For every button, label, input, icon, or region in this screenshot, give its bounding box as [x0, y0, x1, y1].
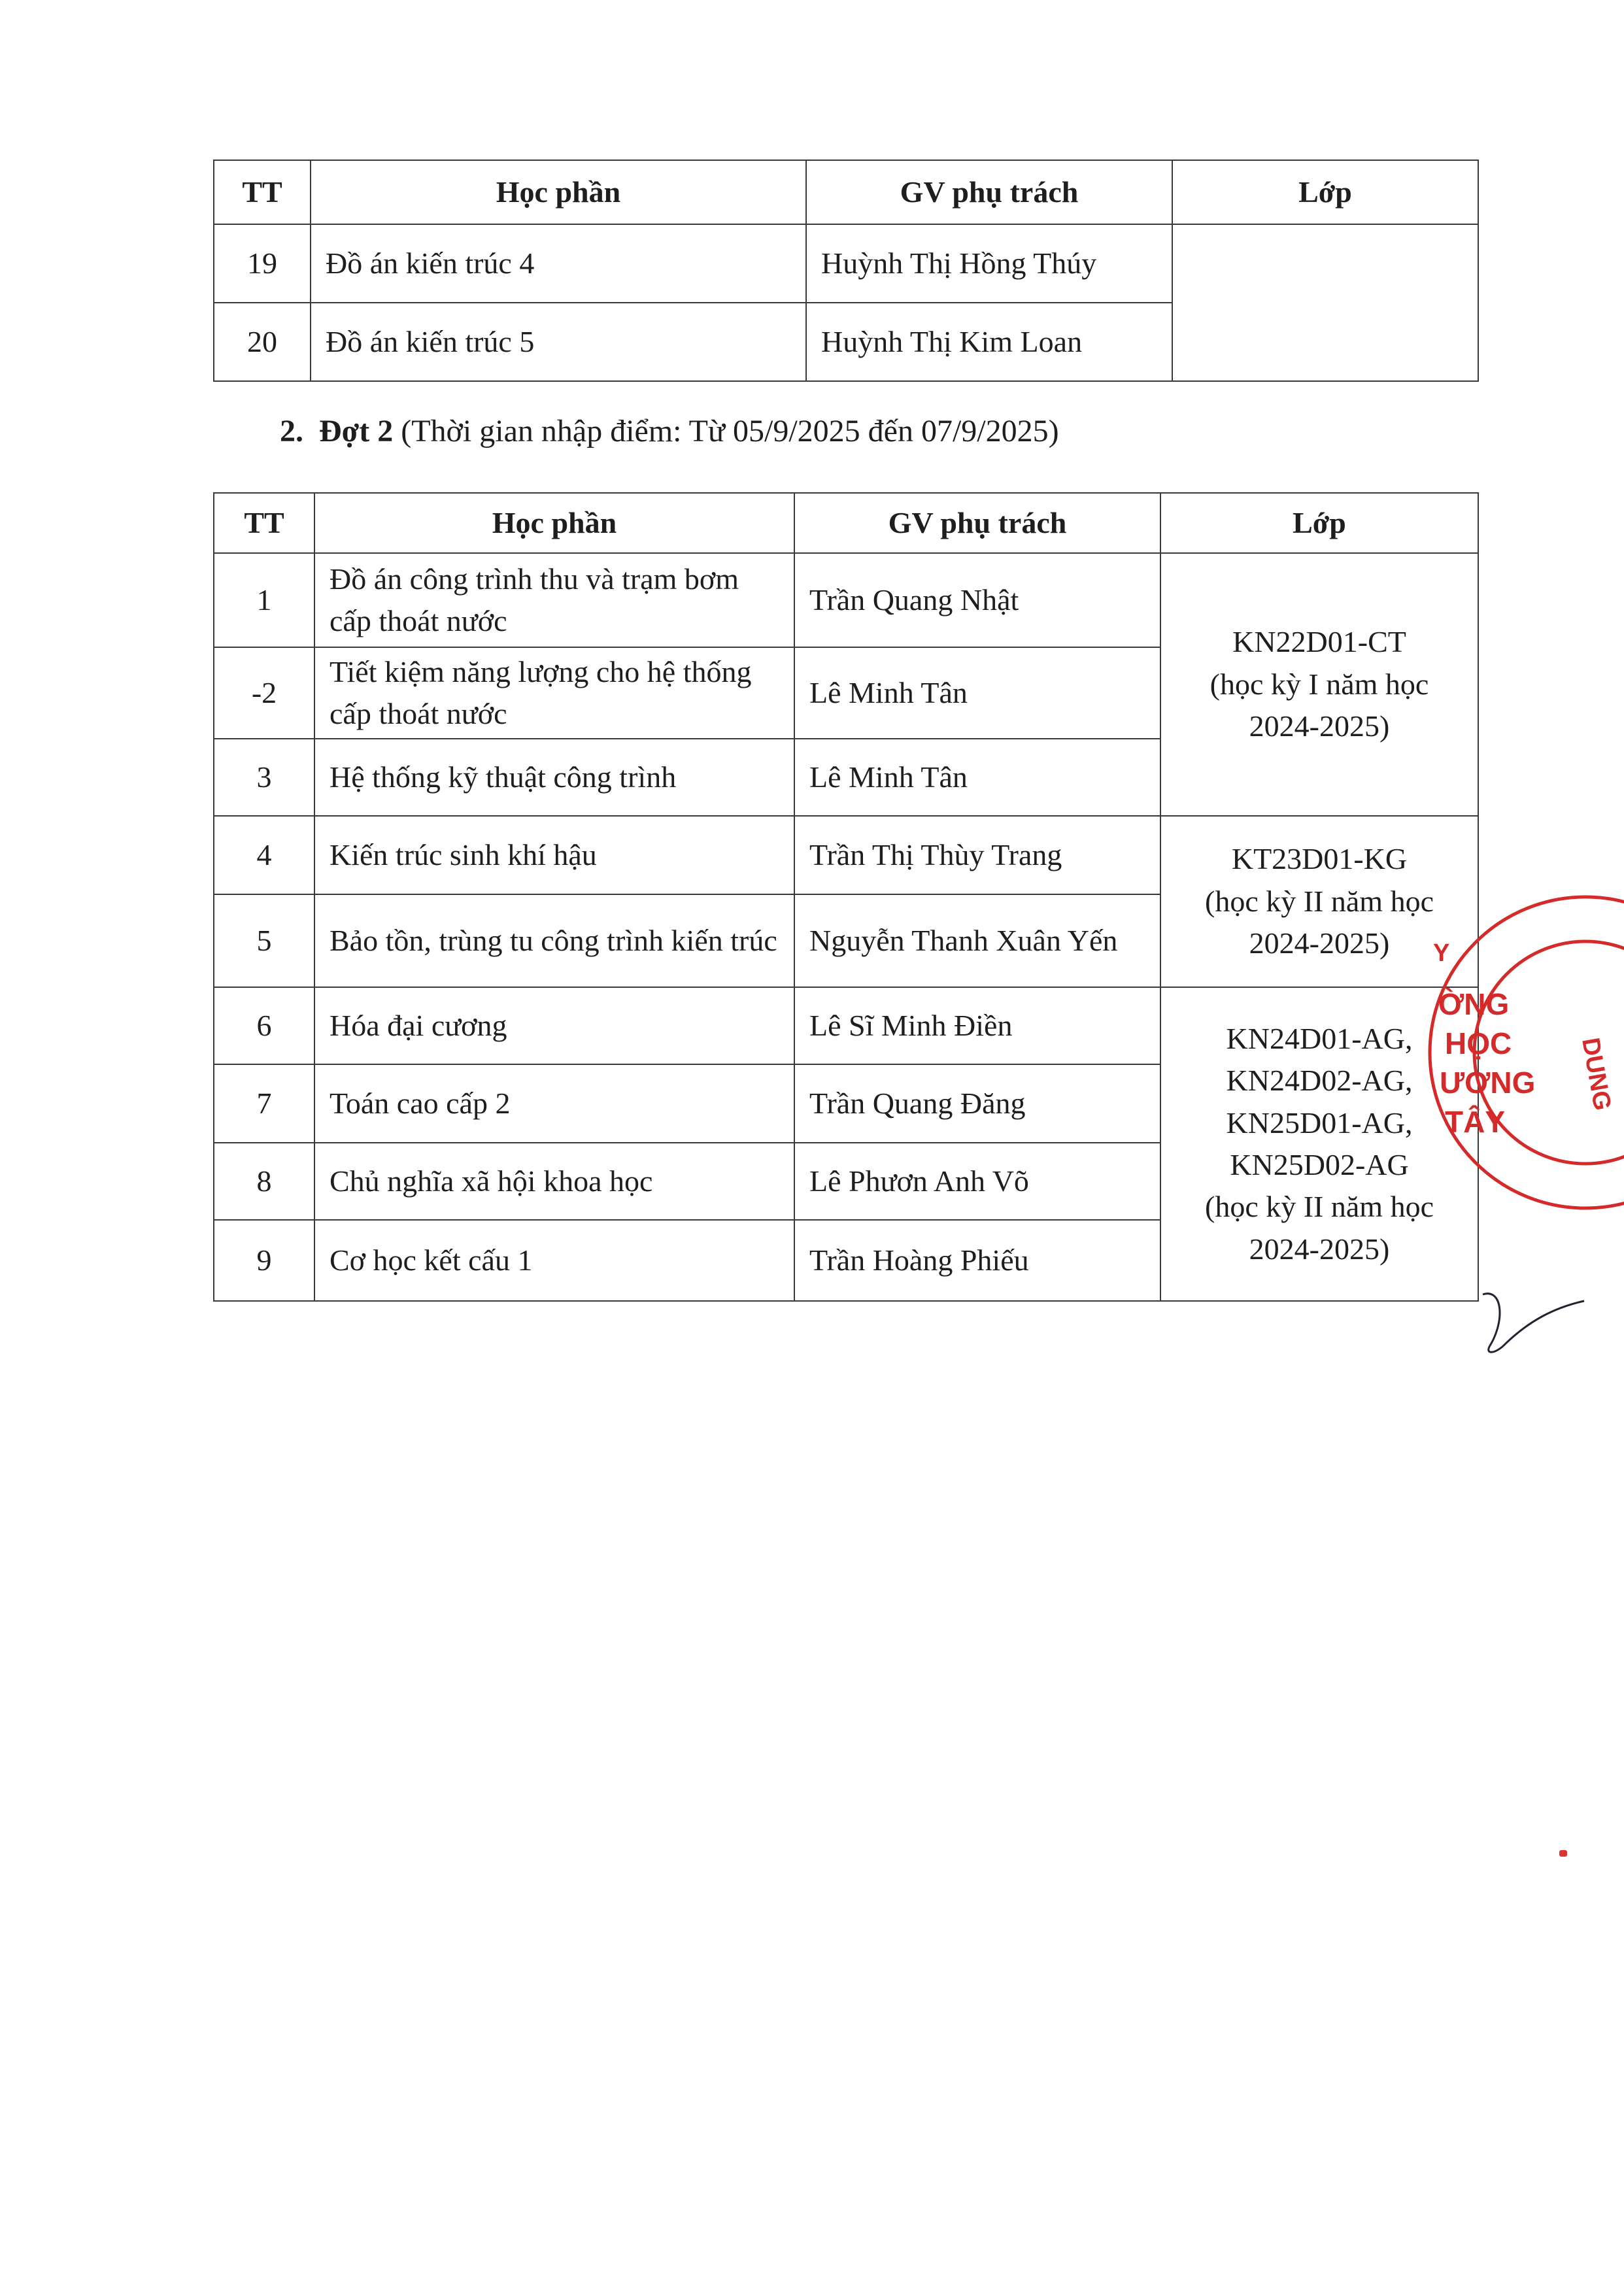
- row-number: 9: [214, 1220, 314, 1301]
- seal-icon: [1425, 883, 1624, 1249]
- class-code: KN24D02-AG,: [1226, 1064, 1413, 1098]
- header-subject: Học phần: [311, 160, 806, 224]
- section-heading: [280, 413, 1059, 449]
- row-number: 6: [214, 987, 314, 1064]
- row-lecturer: Trần Quang Đăng: [794, 1064, 1160, 1143]
- table-header-row: [214, 493, 1478, 553]
- row-class-empty: [1172, 224, 1478, 381]
- red-mark: [1559, 1850, 1567, 1857]
- row-number: 5: [214, 894, 314, 987]
- class-code: KT23D01-KG: [1231, 842, 1408, 876]
- row-lecturer: Trần Thị Thùy Trang: [794, 816, 1160, 894]
- official-seal: [1425, 883, 1624, 1249]
- seal-ring-text: DUNG: [1576, 1036, 1616, 1113]
- class-term: (học kỳ I năm học 2024-2025): [1210, 667, 1429, 743]
- header-tt: TT: [214, 160, 311, 224]
- section-number: 2.: [280, 414, 303, 448]
- row-subject: Kiến trúc sinh khí hậu: [314, 816, 794, 894]
- row-number: -2: [214, 647, 314, 739]
- row-lecturer: Huỳnh Thị Hồng Thúy: [806, 224, 1172, 303]
- row-subject: Chủ nghĩa xã hội khoa học: [314, 1143, 794, 1220]
- section-note: (Thời gian nhập điểm: Từ 05/9/2025 đến 07/9/2025): [401, 414, 1059, 448]
- row-subject: Hóa đại cương: [314, 987, 794, 1064]
- table-row: [214, 987, 1478, 1064]
- row-lecturer: Nguyễn Thanh Xuân Yến: [794, 894, 1160, 987]
- row-subject: Tiết kiệm năng lượng cho hệ thống cấp thoát nước: [314, 647, 794, 739]
- class-code: KN25D01-AG,: [1226, 1105, 1413, 1139]
- class-code: KN25D02-AG: [1230, 1148, 1409, 1181]
- table-row: [214, 224, 1478, 303]
- table-row: [214, 816, 1478, 894]
- row-subject: Cơ học kết cấu 1: [314, 1220, 794, 1301]
- row-lecturer: Huỳnh Thị Kim Loan: [806, 303, 1172, 381]
- header-lecturer: GV phụ trách: [794, 493, 1160, 553]
- header-class: Lớp: [1160, 493, 1478, 553]
- row-lecturer: Lê Sĩ Minh Điền: [794, 987, 1160, 1064]
- row-number: 8: [214, 1143, 314, 1220]
- seal-text: ƯƠNG: [1440, 1066, 1536, 1100]
- row-subject: Toán cao cấp 2: [314, 1064, 794, 1143]
- row-lecturer: Trần Hoàng Phiếu: [794, 1220, 1160, 1301]
- class-code: KN24D01-AG,: [1226, 1021, 1413, 1055]
- row-subject: Đồ án kiến trúc 4: [311, 224, 806, 303]
- row-number: 3: [214, 739, 314, 816]
- class-group-1: [1160, 553, 1478, 816]
- row-number: 19: [214, 224, 311, 303]
- row-subject: Đồ án công trình thu và trạm bơm cấp thoát nước: [314, 553, 794, 647]
- header-class: Lớp: [1172, 160, 1478, 224]
- row-lecturer: Lê Phươn Anh Võ: [794, 1143, 1160, 1220]
- signature-icon: [1476, 1281, 1587, 1366]
- class-term: (học kỳ II năm học 2024-2025): [1205, 884, 1434, 960]
- seal-text: ỜNG: [1438, 987, 1510, 1021]
- row-subject: Hệ thống kỹ thuật công trình: [314, 739, 794, 816]
- row-number: 1: [214, 553, 314, 647]
- row-subject: Đồ án kiến trúc 5: [311, 303, 806, 381]
- table-row: [214, 553, 1478, 647]
- row-number: 20: [214, 303, 311, 381]
- class-code: KN22D01-CT: [1232, 625, 1406, 659]
- seal-ring-letter: Y: [1433, 939, 1450, 967]
- row-number: 7: [214, 1064, 314, 1143]
- row-lecturer: Lê Minh Tân: [794, 647, 1160, 739]
- header-subject: Học phần: [314, 493, 794, 553]
- class-term: (học kỳ II năm học 2024-2025): [1205, 1190, 1434, 1266]
- header-tt: TT: [214, 493, 314, 553]
- row-lecturer: Trần Quang Nhật: [794, 553, 1160, 647]
- seal-text: TÂY: [1445, 1105, 1505, 1139]
- course-table-continued: [213, 160, 1479, 382]
- row-number: 4: [214, 816, 314, 894]
- table-header-row: [214, 160, 1478, 224]
- seal-text: HỌC: [1445, 1026, 1512, 1060]
- header-lecturer: GV phụ trách: [806, 160, 1172, 224]
- row-lecturer: Lê Minh Tân: [794, 739, 1160, 816]
- section-title: Đợt 2: [319, 414, 394, 448]
- course-table-round-2: [213, 492, 1479, 1302]
- signature-mark: [1476, 1281, 1587, 1366]
- row-subject: Bảo tồn, trùng tu công trình kiến trúc: [314, 894, 794, 987]
